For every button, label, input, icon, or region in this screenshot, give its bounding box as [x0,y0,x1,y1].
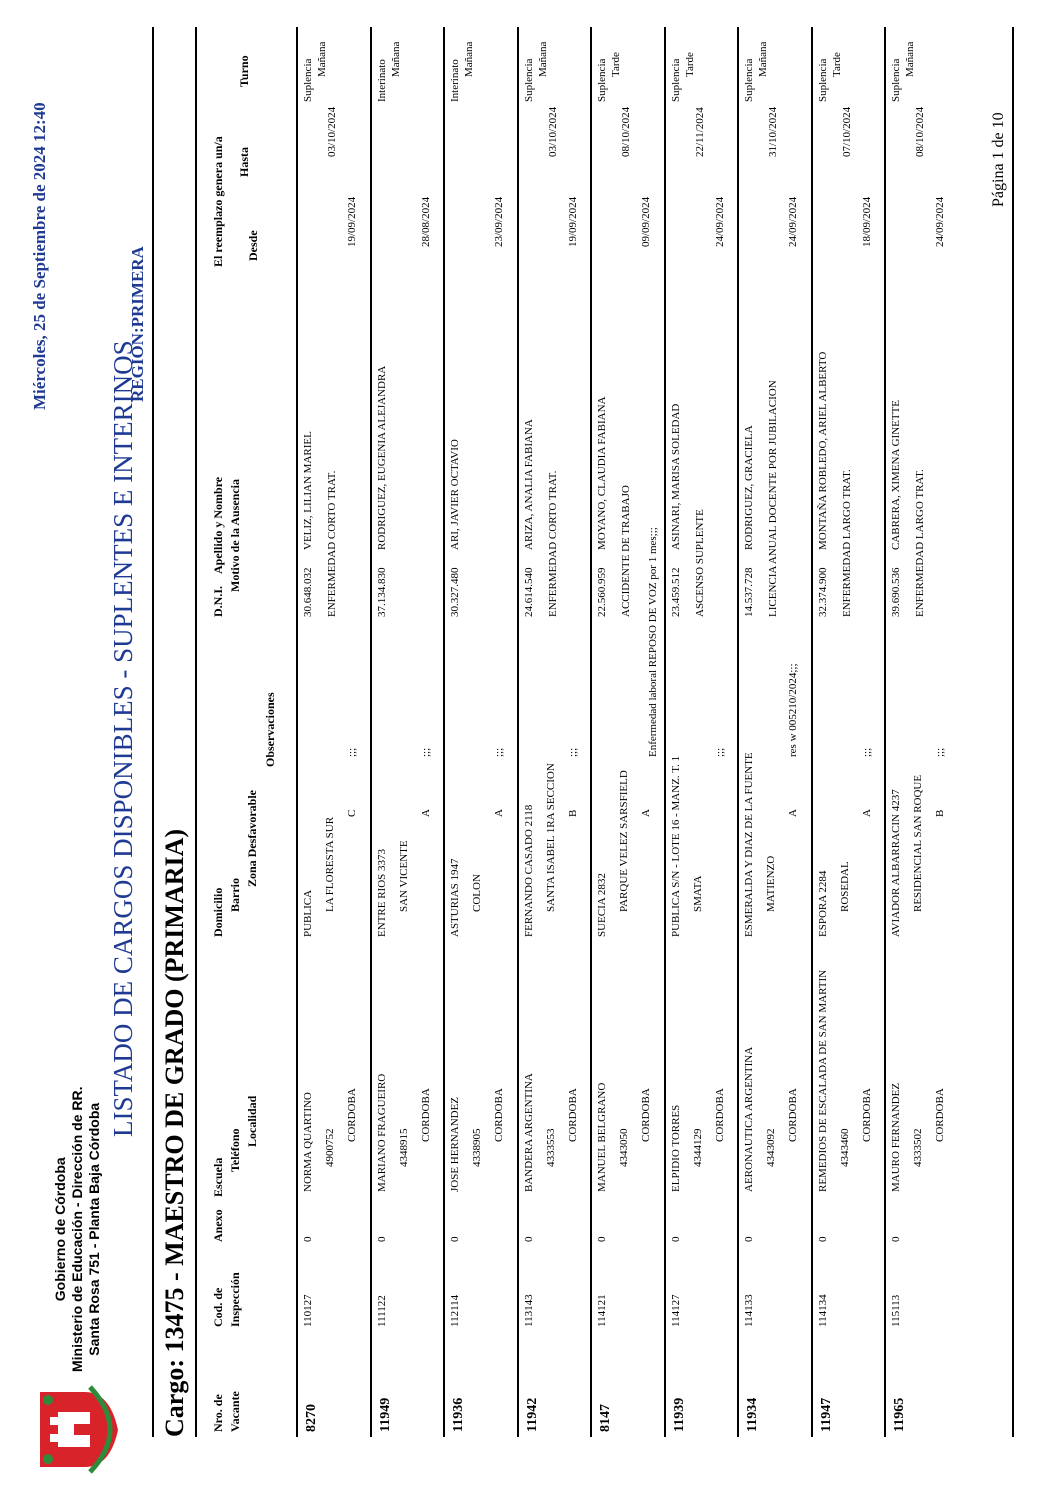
date-to: 08/10/2024 [620,106,632,157]
school-barrio: ROSEDAL [838,861,851,912]
school-name: MARIANO FRAGUEIRO [375,1073,388,1192]
school-phone: 4333502 [912,1128,924,1167]
inspection-code: 114121 [596,1294,608,1327]
dni: 23.459.512 [669,567,682,617]
shift: Mañana [904,41,916,77]
observations: ;;; [713,747,726,757]
col-cod-inspeccion: Cod. de Inspección [211,1272,242,1327]
replacement-type: Suplencia [596,58,608,102]
observations-note: Enfermedad laboral REPOSO DE VOZ por 1 mes;;; [647,527,659,757]
inspection-code: 114134 [816,1294,829,1327]
school-locality: CORDOBA [566,1088,579,1142]
org-address: Santa Rosa 751 - Planta Baja Córdoba [86,1102,102,1356]
anexo-value: 0 [816,1236,829,1242]
row-separator [370,27,372,1437]
replacement-type: Suplencia [890,58,902,102]
school-locality: CORDOBA [419,1088,432,1142]
organization-block [52,1087,103,1373]
col-reemplazo: El reemplazo genera un/a [211,136,225,267]
vacante-number: 11934 [745,1397,760,1432]
dni: 22.560.959 [596,567,608,617]
date-from: 19/09/2024 [566,196,579,247]
school-phone: 4348915 [397,1128,410,1167]
date-to: 08/10/2024 [914,106,926,157]
col-escuela: Escuela Teléfono Localidad [211,1095,259,1197]
observations: ;;; [860,747,873,757]
date-to: 03/10/2024 [326,106,338,157]
school-address: SUECIA 2832 [596,873,608,937]
col-nro-vacante: Nro. de Vacante [211,1391,242,1432]
dni: 37.134.830 [375,567,388,617]
col-observaciones: Observaciones [263,692,277,767]
school-locality: CORDOBA [713,1088,726,1142]
vacante-number: 11936 [451,1397,466,1432]
date-from: 19/09/2024 [346,196,358,247]
observations: ;;; [419,747,432,757]
absence-reason: ACCIDENTE DE TRABAJO [620,485,632,617]
table-row [590,27,663,1437]
replacement-type: Suplencia [669,58,682,102]
school-barrio: COLON [471,874,483,912]
row-separator [884,27,886,1437]
replacement-type: Interinato [375,59,388,102]
header-rule [152,27,154,1437]
date-to: 07/10/2024 [840,106,853,157]
date-from: 09/09/2024 [640,196,652,247]
vacante-number: 11965 [892,1397,907,1432]
row-separator [443,27,445,1437]
vacante-number: 11942 [524,1397,540,1432]
vacante-number: 8270 [304,1404,319,1432]
date-to: 31/10/2024 [767,106,779,157]
school-address: ESPORA 2284 [816,870,829,937]
date-from: 28/08/2024 [419,196,432,247]
shift: Mañana [757,41,769,77]
observations: res w 005210/2024;;; [787,663,799,757]
zona-desfavorable: B [934,809,946,817]
date-from: 24/09/2024 [713,196,726,247]
school-name: BANDERA ARGENTINA [522,1073,535,1192]
school-phone: 4343092 [765,1128,777,1167]
table-row [884,27,957,1437]
row-separator [811,27,813,1437]
school-address: ENTRE RIOS 3373 [375,849,388,937]
school-name: MAURO FERNANDEZ [890,1082,902,1192]
dni: 30.648.032 [302,567,314,617]
table-row [370,27,443,1437]
inspection-code: 114127 [669,1294,682,1327]
person-name: CABRERA, XIMENA GINETTE [890,399,902,550]
inspection-code: 112114 [449,1294,461,1327]
table-row [811,27,884,1437]
org-ministry: Ministerio de Educación - Dirección de RR. [69,1086,85,1372]
anexo-value: 0 [669,1236,682,1242]
row-separator [296,27,298,1437]
observations: ;;; [566,747,579,757]
row-separator [664,27,666,1437]
school-name: MANUEL BELGRANO [596,1082,608,1192]
school-address: PUBLICA [302,889,314,937]
col-anexo: Anexo [211,1209,225,1242]
absence-reason: ENFERMEDAD LARGO TRAT. [914,469,926,617]
dni: 14.537.728 [743,567,755,617]
absence-reason: LICENCIA ANUAL DOCENTE POR JUBILACION [767,380,779,617]
zona-desfavorable: B [566,809,579,817]
absence-reason: ENFERMEDAD CORTO TRAT. [546,470,559,617]
school-address: AVIADOR ALBARRACIN 4237 [890,789,902,937]
vacante-number: 11939 [671,1397,687,1432]
school-barrio: SANTA ISABEL 1RA SECCION [544,763,557,912]
dni: 32.374.900 [816,567,829,617]
school-address: FERNANDO CASADO 2118 [522,804,535,937]
anexo-value: 0 [743,1236,755,1242]
school-locality: CORDOBA [346,1088,358,1142]
dni: 39.690.536 [890,567,902,617]
report-date: Miércoles, 25 de Septiembre de 2024 12:40 [30,102,49,410]
zona-desfavorable: A [419,809,432,817]
school-address: ASTURIAS 1947 [449,858,461,937]
row-separator [737,27,739,1437]
date-to: 03/10/2024 [546,106,559,157]
school-barrio: SMATA [691,875,704,912]
org-name: Gobierno de Córdoba [52,1157,68,1302]
zona-desfavorable: A [860,809,873,817]
anexo-value: 0 [375,1236,388,1242]
replacement-type: Suplencia [816,58,829,102]
zona-desfavorable: A [640,809,652,817]
vacante-number: 11947 [818,1397,834,1432]
school-name: REMEDIOS DE ESCALADA DE SAN MARTIN [816,969,829,1192]
school-name: NORMA QUARTINO [302,1092,314,1192]
zona-desfavorable: A [493,809,505,817]
school-phone: 4338905 [471,1128,483,1167]
school-barrio: SAN VICENTE [397,840,410,912]
date-from: 18/09/2024 [860,196,873,247]
school-barrio: LA FLORESTA SUR [324,816,336,912]
person-name: VELIZ, LILIAN MARIEL [302,431,314,550]
inspection-code: 114133 [743,1294,755,1327]
shift: Tarde [683,52,696,77]
school-barrio: MATIENZO [765,855,777,912]
col-dni-apellido: D.N.I. Apellido y Nombre Motivo de la Ausencia [211,476,242,617]
document-title: LISTADO DE CARGOS DISPONIBLES - SUPLENTES E INTERINOS [108,340,138,1137]
replacement-type: Interinato [449,59,461,102]
school-phone: 4333553 [544,1128,557,1167]
absence-reason: ENFERMEDAD LARGO TRAT. [840,469,853,617]
absence-reason: ASCENSO SUPLENTE [693,509,706,617]
table-row [664,27,737,1437]
dni: 24.614.540 [522,567,535,617]
school-barrio: RESIDENCIAL SAN ROQUE [912,774,924,912]
person-name: RODRIGUEZ, EUGENIA ALEJANDRA [375,365,388,550]
school-address: ESMERALDA Y DIAZ DE LA FUENTE [743,752,755,937]
col-hasta: Hasta [237,147,251,177]
shift: Mañana [536,41,549,77]
inspection-code: 115113 [890,1294,902,1327]
school-phone: 4900752 [324,1128,336,1167]
inspection-code: 110127 [302,1294,314,1327]
school-barrio: PARQUE VELEZ SARSFIELD [618,770,630,912]
observations: ;;; [934,747,946,757]
school-locality: CORDOBA [493,1088,505,1142]
shift: Tarde [610,52,622,77]
region-label: REGION:PRIMERA [128,246,147,402]
school-phone: 4344129 [691,1128,704,1167]
date-from: 23/09/2024 [493,196,505,247]
anexo-value: 0 [522,1236,535,1242]
school-phone: 4343050 [618,1128,630,1167]
school-name: AERONAUTICA ARGENTINA [743,1046,755,1192]
zona-desfavorable: A [787,809,799,817]
col-domicilio: Domicilio Barrio Zona Desfavorable [211,790,259,937]
vacante-number: 11949 [377,1397,393,1432]
replacement-type: Suplencia [522,58,535,102]
replacement-type: Suplencia [743,58,755,102]
shift: Mañana [389,41,402,77]
date-from: 24/09/2024 [787,196,799,247]
vacante-number: 8147 [598,1404,613,1432]
inspection-code: 111122 [375,1295,388,1327]
col-desde: Desde [246,230,260,261]
school-locality: CORDOBA [640,1088,652,1142]
table-row [296,27,369,1437]
table-row [517,27,590,1437]
replacement-type: Suplencia [302,58,314,102]
school-address: PUBLICA S/N - LOTE 16 - MANZ. T. 1 [669,755,682,937]
school-locality: CORDOBA [787,1088,799,1142]
absence-reason: ENFERMEDAD CORTO TRAT. [326,470,338,617]
cargo-title: Cargo: 13475 - MAESTRO DE GRADO (PRIMARIA) [160,828,189,1437]
page-number: Página 1 de 10 [990,112,1007,207]
school-locality: CORDOBA [934,1088,946,1142]
coat-of-arms-logo [30,1382,120,1477]
date-to: 22/11/2024 [693,107,706,157]
col-turno: Turno [237,55,251,87]
table-row [737,27,810,1437]
observations: ;;; [493,747,505,757]
row-separator [517,27,519,1437]
inspection-code: 113143 [522,1294,535,1327]
school-phone: 4343460 [838,1128,851,1167]
person-name: ARI, JAVIER OCTAVIO [449,439,461,550]
shift: Mañana [316,41,328,77]
table-row [443,27,516,1437]
shift: Tarde [830,52,843,77]
school-name: JOSE HERNANDEZ [449,1096,461,1192]
person-name: ASINARI, MARISA SOLEDAD [669,403,682,550]
shift: Mañana [463,41,475,77]
anexo-value: 0 [302,1236,314,1242]
person-name: MOYANO, CLAUDIA FABIANA [596,396,608,550]
anexo-value: 0 [890,1236,902,1242]
row-separator [590,27,592,1437]
observations: ;;; [346,747,358,757]
anexo-value: 0 [596,1236,608,1242]
column-header-rule [195,27,197,1437]
date-from: 24/09/2024 [934,196,946,247]
school-name: ELPIDIO TORRES [669,1104,682,1192]
dni: 30.327.480 [449,567,461,617]
zona-desfavorable: C [346,809,358,817]
footer-rule [1012,27,1014,1437]
person-name: MONTAÑA ROBLEDO, ARIEL ALBERTO [816,351,829,550]
school-locality: CORDOBA [860,1088,873,1142]
person-name: RODRIGUEZ, GRACIELA [743,425,755,550]
person-name: ARIZA, ANALIA FABIANA [522,419,535,550]
anexo-value: 0 [449,1236,461,1242]
